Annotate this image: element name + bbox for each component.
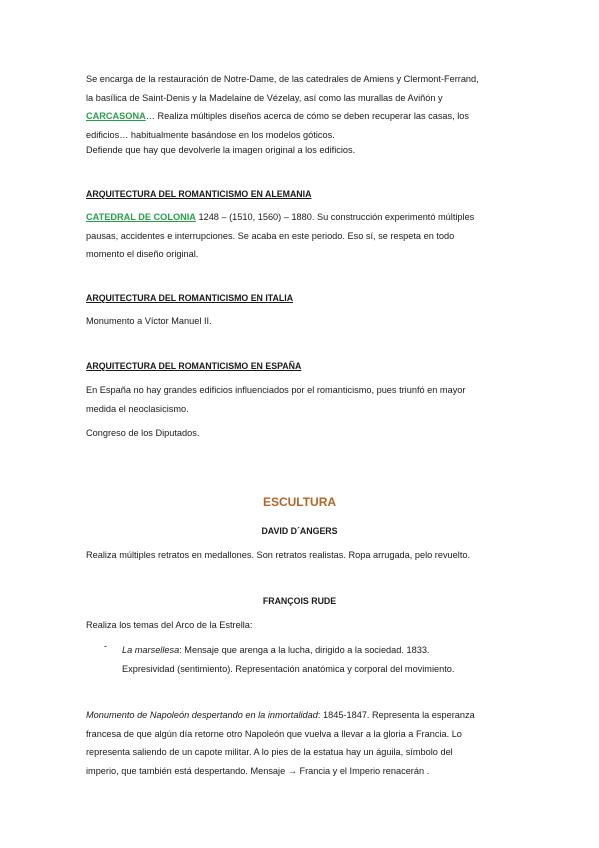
napoleon-paragraph — [86, 706, 514, 780]
alemania-line-2: pausas, accidentes e interrupciones. Se acaba en este periodo. Eso sí, se respeta en todo — [86, 230, 455, 241]
restoration-conclusion: Defiende que hay que devolverle la imagen original a los edificios. — [86, 145, 356, 155]
espana-congreso: Congreso de los Diputados. — [86, 428, 200, 438]
right-arrow-icon: → — [287, 765, 297, 776]
napoleon-line-1: : 1845-1847. Representa la esperanza — [317, 710, 475, 720]
alemania-line-1: 1248 – (1510, 1560) – 1880. Su construcción experimentó múltiples — [195, 212, 475, 222]
espana-line-1: En España no hay grandes edificios influenciados por el romanticismo, pues triunfó en mayor — [86, 385, 466, 395]
espana-heading: ARQUITECTURA DEL ROMANTICISMO EN ESPAÑA — [86, 361, 302, 371]
espana-paragraph — [86, 381, 514, 418]
angers-text: Realiza múltiples retratos en medallones. Son retratos realistas. Ropa arrugada, pelo revuelto. — [86, 550, 471, 560]
napoleon-line-4a: imperio, que también está despertando. Mensaje — [86, 765, 288, 776]
catedral-colonia-link[interactable]: CATEDRAL DE COLONIA — [86, 212, 196, 222]
alemania-paragraph — [86, 208, 514, 264]
angers-heading: DAVID D´ANGERS — [261, 526, 338, 536]
napoleon-line-3: representa saliendo de un capote militar. A lo pies de la estatua hay un águila, símbolo del — [86, 747, 453, 757]
marsellesa-line-1: : Mensaje que arenga a la lucha, dirigido a la sociedad. 1833. — [179, 645, 430, 655]
restoration-line-3: … Realiza múltiples diseños acerca de cómo se deben recuperar las casas, los — [145, 111, 469, 121]
carcasona-link[interactable]: CARCASONA — [86, 111, 146, 121]
napoleon-line-4b: Francia y el Imperio renacerán . — [296, 765, 430, 776]
rude-heading: FRANÇOIS RUDE — [262, 596, 337, 606]
rude-intro: Realiza los temas del Arco de la Estrella: — [86, 620, 253, 630]
escultura-title: ESCULTURA — [262, 495, 337, 509]
restoration-line-1: Se encarga de la restauración de Notre-Dame, de las catedrales de Amiens y Clermont-Ferrand, — [86, 74, 479, 84]
napoleon-line-2: francesa de que algún día retorne otro Napoleón que vuelva a llevar a la gloria a Francia. Lo — [86, 728, 462, 739]
alemania-heading: ARQUITECTURA DEL ROMANTICISMO EN ALEMANIA — [86, 189, 312, 199]
marsellesa-text — [122, 641, 514, 678]
marsellesa-title: La marsellesa — [122, 645, 180, 655]
napoleon-title: Monumento de Napoleón despertando en la inmortalidad — [86, 710, 318, 720]
restoration-line-2: la basílica de Saint-Denis y la Madelaine de Vézelay, así como las murallas de Aviñón y — [86, 92, 443, 103]
italia-text: Monumento a Víctor Manuel II. — [86, 316, 212, 326]
restoration-line-4: edificios… habitualmente basándose en los modelos góticos. — [86, 129, 335, 140]
alemania-line-3: momento el diseño original. — [86, 249, 199, 259]
marsellesa-line-2: Expresividad (sentimiento). Representación anatómica y corporal del movimiento. — [122, 663, 455, 674]
marsellesa-bullet — [0, 641, 599, 681]
bullet-dash: - — [104, 641, 108, 651]
restoration-paragraph — [86, 70, 514, 144]
espana-line-2: medida el neoclasicismo. — [86, 403, 189, 414]
italia-heading: ARQUITECTURA DEL ROMANTICISMO EN ITALIA — [86, 293, 294, 303]
